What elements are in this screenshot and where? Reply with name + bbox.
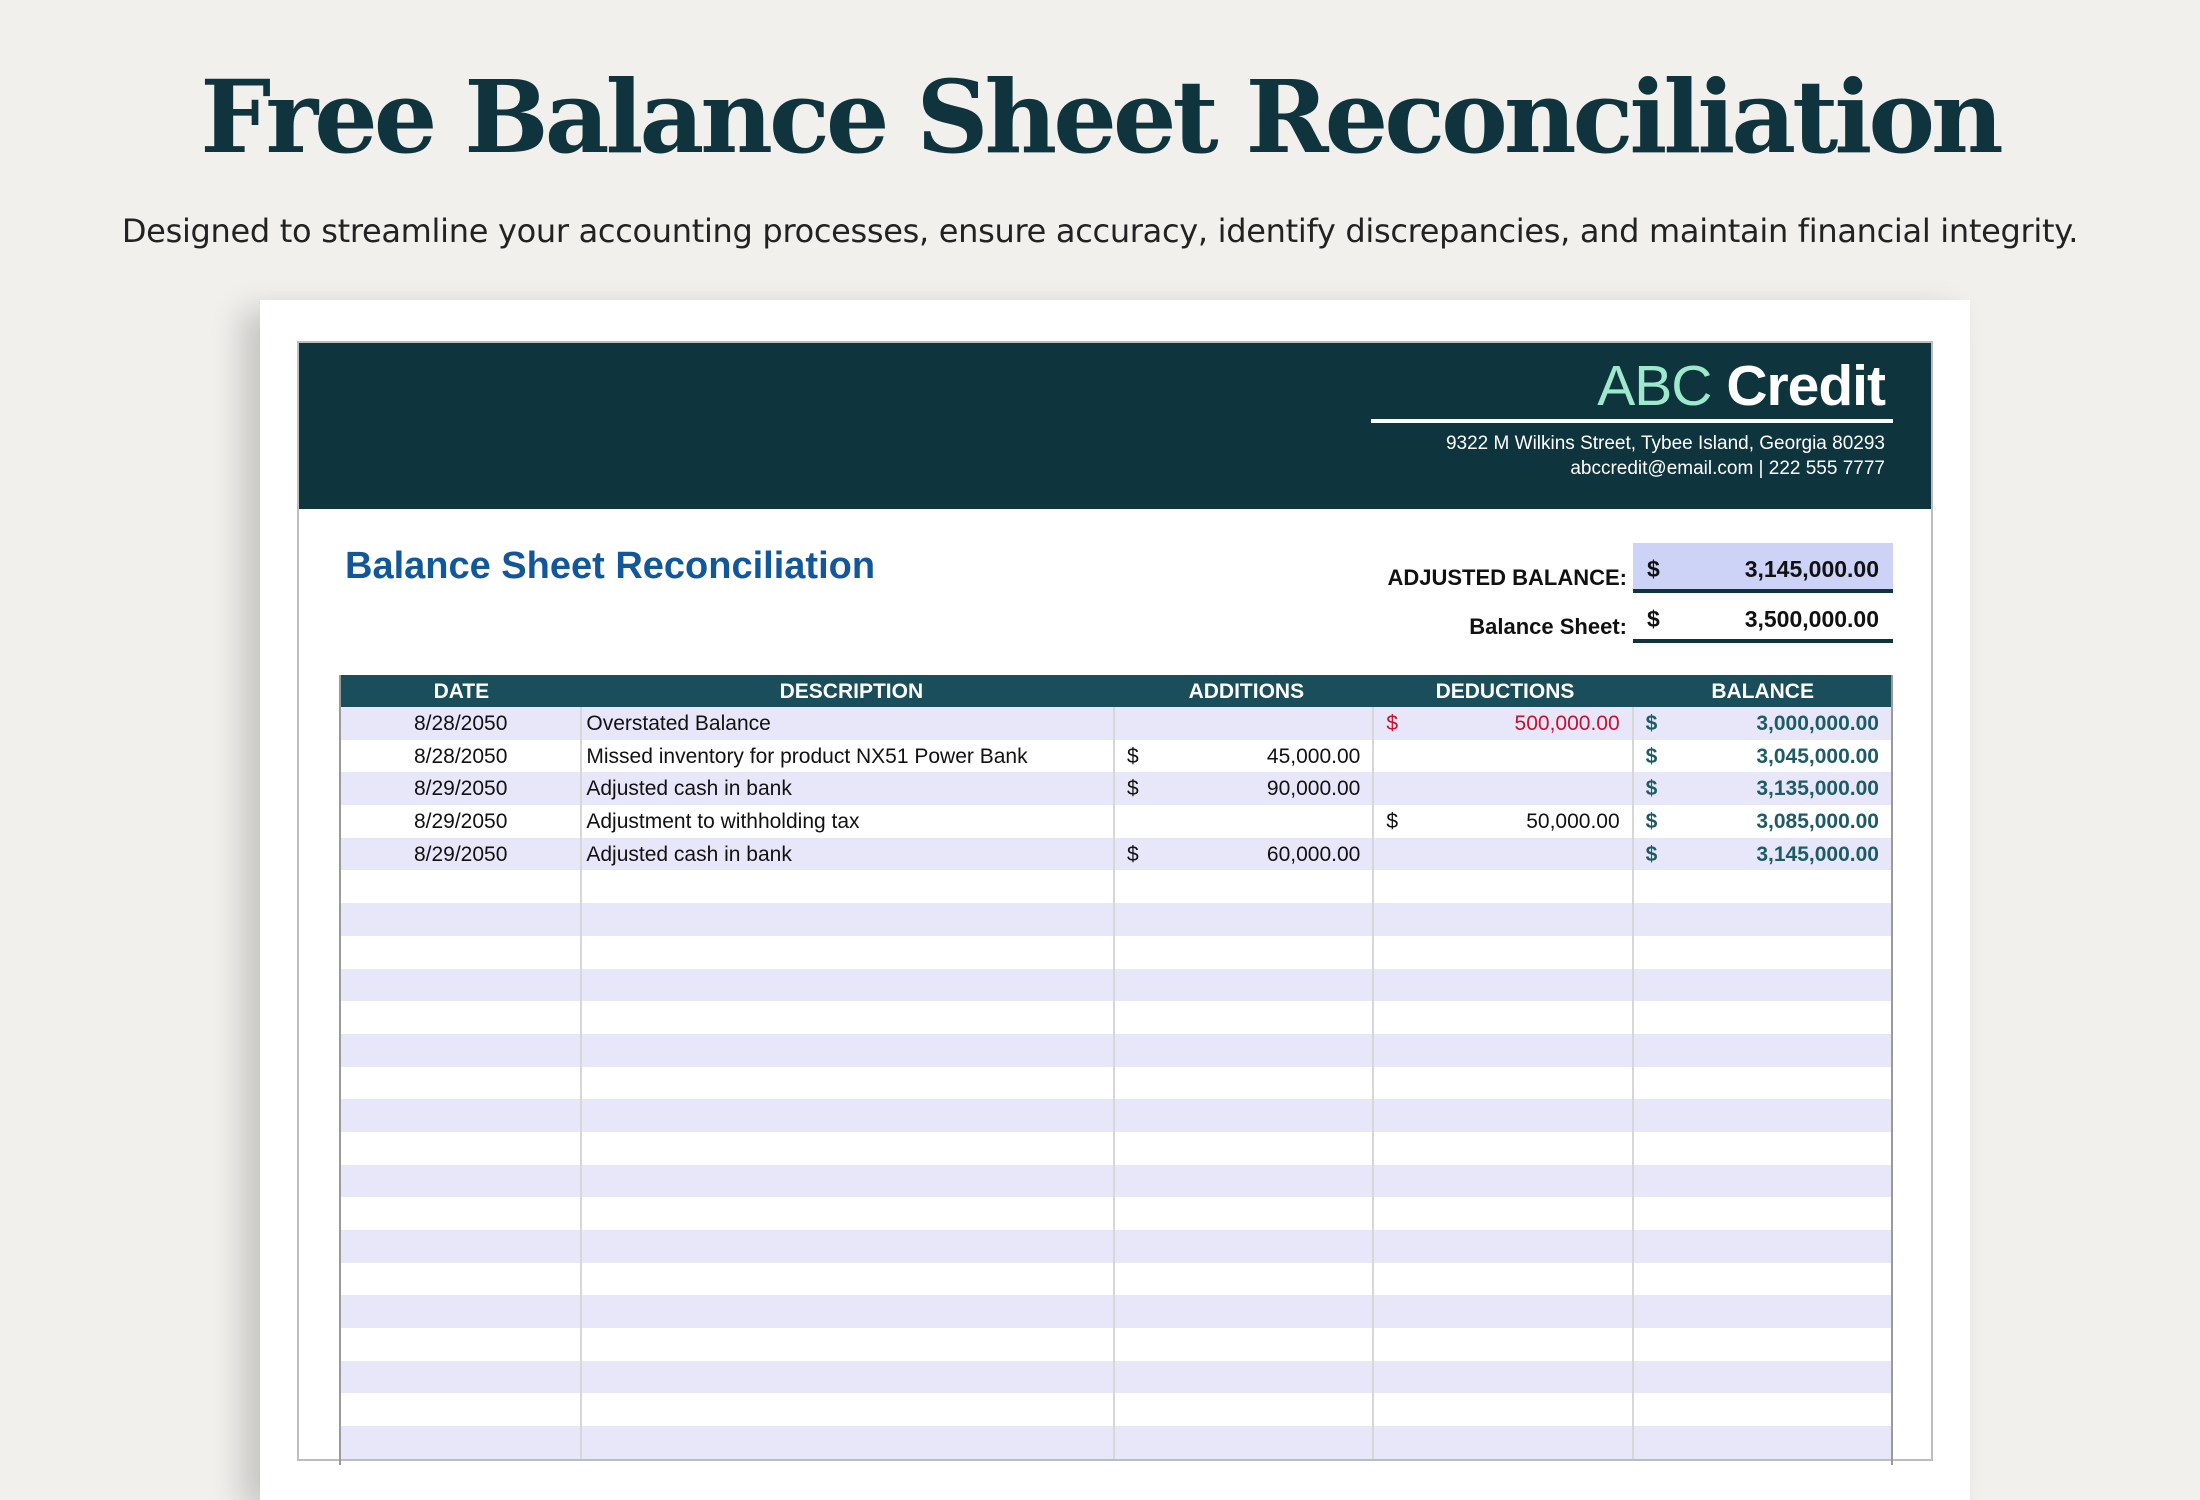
description-value: Adjustment to withholding tax [586, 810, 860, 834]
balance-cell[interactable] [1634, 1001, 1891, 1034]
balance-cell[interactable] [1634, 740, 1891, 773]
description-cell[interactable] [582, 772, 1115, 805]
balance-cell[interactable] [1634, 1165, 1891, 1198]
balance-cell[interactable] [1634, 1099, 1891, 1132]
date-cell[interactable] [341, 707, 582, 740]
deductions-cell[interactable] [1374, 772, 1633, 805]
table-row [341, 1393, 1891, 1426]
description-cell[interactable] [582, 1034, 1115, 1067]
document-title: Balance Sheet Reconciliation [345, 545, 876, 587]
description-cell[interactable] [582, 1099, 1115, 1132]
deductions-cell[interactable] [1374, 1001, 1633, 1034]
date-cell[interactable] [341, 740, 582, 773]
date-cell[interactable] [341, 1165, 582, 1198]
additions-cell[interactable] [1115, 1328, 1374, 1361]
reconciliation-sheet [297, 341, 1933, 1461]
adjusted-balance-label: ADJUSTED BALANCE: [1387, 565, 1627, 590]
description-cell[interactable] [582, 969, 1115, 1002]
deductions-cell[interactable] [1374, 1165, 1633, 1198]
balance-cell[interactable] [1634, 1034, 1891, 1067]
date-cell[interactable] [341, 1328, 582, 1361]
additions-value: 45,000.00 [1266, 744, 1361, 768]
description-value: Adjusted cash in bank [586, 777, 792, 801]
date-cell[interactable] [341, 1361, 582, 1394]
date-cell[interactable] [341, 1034, 582, 1067]
additions-cell[interactable] [1115, 1197, 1374, 1230]
header-date: DATE [433, 680, 490, 703]
deductions-cell[interactable] [1374, 1197, 1633, 1230]
additions-value: 60,000.00 [1266, 842, 1361, 866]
date-cell[interactable] [341, 805, 582, 838]
description-cell[interactable] [582, 1197, 1115, 1230]
additions-cell[interactable] [1115, 740, 1374, 773]
table-row [341, 1230, 1891, 1263]
table-row [341, 936, 1891, 969]
date-cell[interactable] [341, 903, 582, 936]
description-cell[interactable] [582, 1263, 1115, 1296]
additions-cell[interactable] [1115, 1165, 1374, 1198]
company-name [1597, 353, 1885, 419]
deductions-cell[interactable] [1374, 805, 1633, 838]
table-row [341, 1132, 1891, 1165]
deductions-cell[interactable] [1374, 838, 1633, 871]
table-row [341, 1361, 1891, 1394]
balance-cell[interactable] [1634, 969, 1891, 1002]
balance-cell[interactable] [1634, 1230, 1891, 1263]
company-address: 9322 M Wilkins Street, Tybee Island, Georgia 80293 [1445, 433, 1885, 454]
balance-cell[interactable] [1634, 1197, 1891, 1230]
deductions-cell[interactable] [1374, 1295, 1633, 1328]
deductions-cell[interactable] [1374, 740, 1633, 773]
date-value: 8/28/2050 [413, 712, 508, 735]
additions-cell[interactable] [1115, 805, 1374, 838]
additions-cell[interactable] [1115, 1393, 1374, 1426]
balance-cell[interactable] [1634, 1393, 1891, 1426]
table-row [341, 870, 1891, 903]
balance-cell[interactable] [1634, 707, 1891, 740]
table-row [341, 1263, 1891, 1296]
balance-cell[interactable] [1634, 903, 1891, 936]
balance-cell[interactable] [1634, 870, 1891, 903]
table-row [341, 1328, 1891, 1361]
deductions-cell[interactable] [1374, 1361, 1633, 1394]
description-cell[interactable] [582, 1426, 1115, 1459]
table-row [341, 772, 1891, 805]
balance-cell[interactable] [1634, 838, 1891, 871]
balance-sheet-field[interactable] [1633, 593, 1893, 643]
additions-value: 90,000.00 [1266, 777, 1361, 801]
balance-cell[interactable] [1634, 1067, 1891, 1100]
balance-sheet-value: 3,500,000.00 [1744, 606, 1879, 632]
date-cell[interactable] [341, 838, 582, 871]
description-cell[interactable] [582, 870, 1115, 903]
table-row [341, 1197, 1891, 1230]
adjusted-balance-value: 3,145,000.00 [1744, 556, 1879, 582]
date-cell[interactable] [341, 936, 582, 969]
table-row [341, 1426, 1891, 1459]
deductions-cell[interactable] [1374, 1230, 1633, 1263]
balance-cell[interactable] [1634, 1328, 1891, 1361]
balance-cell[interactable] [1634, 1361, 1891, 1394]
table-row [341, 740, 1891, 773]
balance-currency: $ [1645, 810, 1658, 834]
page-subtitle: Designed to streamline your accounting processes, ensure accuracy, identify discrepancies, and maintain financial integrity. [121, 212, 2079, 250]
deductions-cell[interactable] [1374, 707, 1633, 740]
date-value: 8/28/2050 [413, 744, 508, 768]
balance-cell[interactable] [1634, 936, 1891, 969]
balance-value: 3,045,000.00 [1756, 744, 1879, 768]
table-header [341, 675, 1891, 707]
date-cell[interactable] [341, 1263, 582, 1296]
company-name-main: Credit [1726, 354, 1885, 418]
description-cell[interactable] [582, 1165, 1115, 1198]
description-cell[interactable] [582, 1393, 1115, 1426]
adjusted-balance-field[interactable] [1633, 543, 1893, 593]
date-cell[interactable] [341, 870, 582, 903]
additions-cell[interactable] [1115, 1099, 1374, 1132]
deductions-value: 50,000.00 [1526, 810, 1620, 834]
table-row [341, 969, 1891, 1002]
deductions-cell[interactable] [1374, 1263, 1633, 1296]
deductions-value: 500,000.00 [1514, 712, 1620, 735]
description-cell[interactable] [582, 903, 1115, 936]
balance-value: 3,135,000.00 [1756, 777, 1879, 801]
deductions-cell[interactable] [1374, 1132, 1633, 1165]
additions-cell[interactable] [1115, 1295, 1374, 1328]
additions-cell[interactable] [1115, 838, 1374, 871]
date-cell[interactable] [341, 1132, 582, 1165]
additions-cell[interactable] [1115, 969, 1374, 1002]
header-deductions: DEDUCTIONS [1435, 680, 1575, 703]
company-name-accent: ABC [1597, 354, 1712, 418]
additions-cell[interactable] [1115, 707, 1374, 740]
additions-cell[interactable] [1115, 1001, 1374, 1034]
table-row [341, 1099, 1891, 1132]
description-value: Missed inventory for product NX51 Power Bank [586, 744, 1028, 768]
additions-cell[interactable] [1115, 936, 1374, 969]
table-row [341, 805, 1891, 838]
additions-cell[interactable] [1115, 1230, 1374, 1263]
date-cell[interactable] [341, 1001, 582, 1034]
additions-currency: $ [1127, 777, 1139, 801]
date-cell[interactable] [341, 1295, 582, 1328]
balance-cell[interactable] [1634, 1426, 1891, 1459]
reconciliation-table [339, 675, 1893, 1465]
balance-sheet-currency: $ [1647, 606, 1660, 632]
deductions-cell[interactable] [1374, 1067, 1633, 1100]
description-cell[interactable] [582, 1001, 1115, 1034]
deductions-currency: $ [1386, 712, 1399, 735]
date-cell[interactable] [341, 772, 582, 805]
balance-cell[interactable] [1634, 1263, 1891, 1296]
page-title: Free Balance Sheet Reconciliation [200, 58, 2000, 176]
company-divider [1371, 419, 1893, 423]
additions-cell[interactable] [1115, 1361, 1374, 1394]
additions-cell[interactable] [1115, 1132, 1374, 1165]
deductions-cell[interactable] [1374, 936, 1633, 969]
deductions-cell[interactable] [1374, 1034, 1633, 1067]
additions-cell[interactable] [1115, 1067, 1374, 1100]
deductions-cell[interactable] [1374, 1099, 1633, 1132]
header-balance: BALANCE [1711, 680, 1814, 703]
additions-cell[interactable] [1115, 903, 1374, 936]
company-contact: abccredit@email.com | 222 555 7777 [1570, 458, 1885, 479]
table-row [341, 1067, 1891, 1100]
table-row [341, 1001, 1891, 1034]
description-cell[interactable] [582, 805, 1115, 838]
date-cell[interactable] [341, 969, 582, 1002]
date-cell[interactable] [341, 1067, 582, 1100]
additions-cell[interactable] [1115, 870, 1374, 903]
balance-currency: $ [1645, 842, 1658, 866]
balance-currency: $ [1645, 777, 1658, 801]
deductions-cell[interactable] [1374, 969, 1633, 1002]
deductions-cell[interactable] [1374, 903, 1633, 936]
date-cell[interactable] [341, 1099, 582, 1132]
balance-cell[interactable] [1634, 805, 1891, 838]
deductions-cell[interactable] [1374, 870, 1633, 903]
description-cell[interactable] [582, 1328, 1115, 1361]
description-cell[interactable] [582, 1067, 1115, 1100]
description-cell[interactable] [582, 740, 1115, 773]
date-cell[interactable] [341, 1230, 582, 1263]
description-cell[interactable] [582, 1295, 1115, 1328]
company-header [299, 343, 1931, 509]
table-row [341, 1295, 1891, 1328]
description-cell[interactable] [582, 707, 1115, 740]
additions-cell[interactable] [1115, 772, 1374, 805]
additions-currency: $ [1127, 744, 1139, 768]
deductions-cell[interactable] [1374, 1393, 1633, 1426]
date-cell[interactable] [341, 1197, 582, 1230]
balance-cell[interactable] [1634, 772, 1891, 805]
header-additions: ADDITIONS [1188, 680, 1305, 703]
header-description: DESCRIPTION [779, 680, 924, 703]
deductions-currency: $ [1386, 810, 1399, 834]
balance-currency: $ [1645, 712, 1658, 735]
date-value: 8/29/2050 [413, 810, 508, 834]
table-row [341, 1165, 1891, 1198]
description-cell[interactable] [582, 936, 1115, 969]
description-cell[interactable] [582, 1361, 1115, 1394]
date-cell[interactable] [341, 1426, 582, 1459]
balance-currency: $ [1645, 744, 1658, 768]
additions-cell[interactable] [1115, 1426, 1374, 1459]
balance-value: 3,145,000.00 [1756, 842, 1879, 866]
balance-value: 3,000,000.00 [1756, 712, 1879, 735]
balance-cell[interactable] [1634, 1132, 1891, 1165]
date-value: 8/29/2050 [413, 842, 508, 866]
additions-cell[interactable] [1115, 1263, 1374, 1296]
additions-cell[interactable] [1115, 1034, 1374, 1067]
description-cell[interactable] [582, 1132, 1115, 1165]
description-value: Overstated Balance [586, 712, 771, 735]
table-row [341, 1034, 1891, 1067]
table-row [341, 707, 1891, 740]
description-cell[interactable] [582, 838, 1115, 871]
deductions-cell[interactable] [1374, 1328, 1633, 1361]
date-cell[interactable] [341, 1393, 582, 1426]
balance-value: 3,085,000.00 [1756, 810, 1879, 834]
deductions-cell[interactable] [1374, 1426, 1633, 1459]
table-row [341, 903, 1891, 936]
table-row [341, 838, 1891, 871]
description-value: Adjusted cash in bank [586, 842, 792, 866]
additions-currency: $ [1127, 842, 1139, 866]
date-value: 8/29/2050 [413, 777, 508, 801]
adjusted-balance-currency: $ [1647, 556, 1660, 582]
table-body [341, 707, 1891, 1459]
balance-sheet-label: Balance Sheet: [1469, 614, 1627, 639]
description-cell[interactable] [582, 1230, 1115, 1263]
balance-cell[interactable] [1634, 1295, 1891, 1328]
